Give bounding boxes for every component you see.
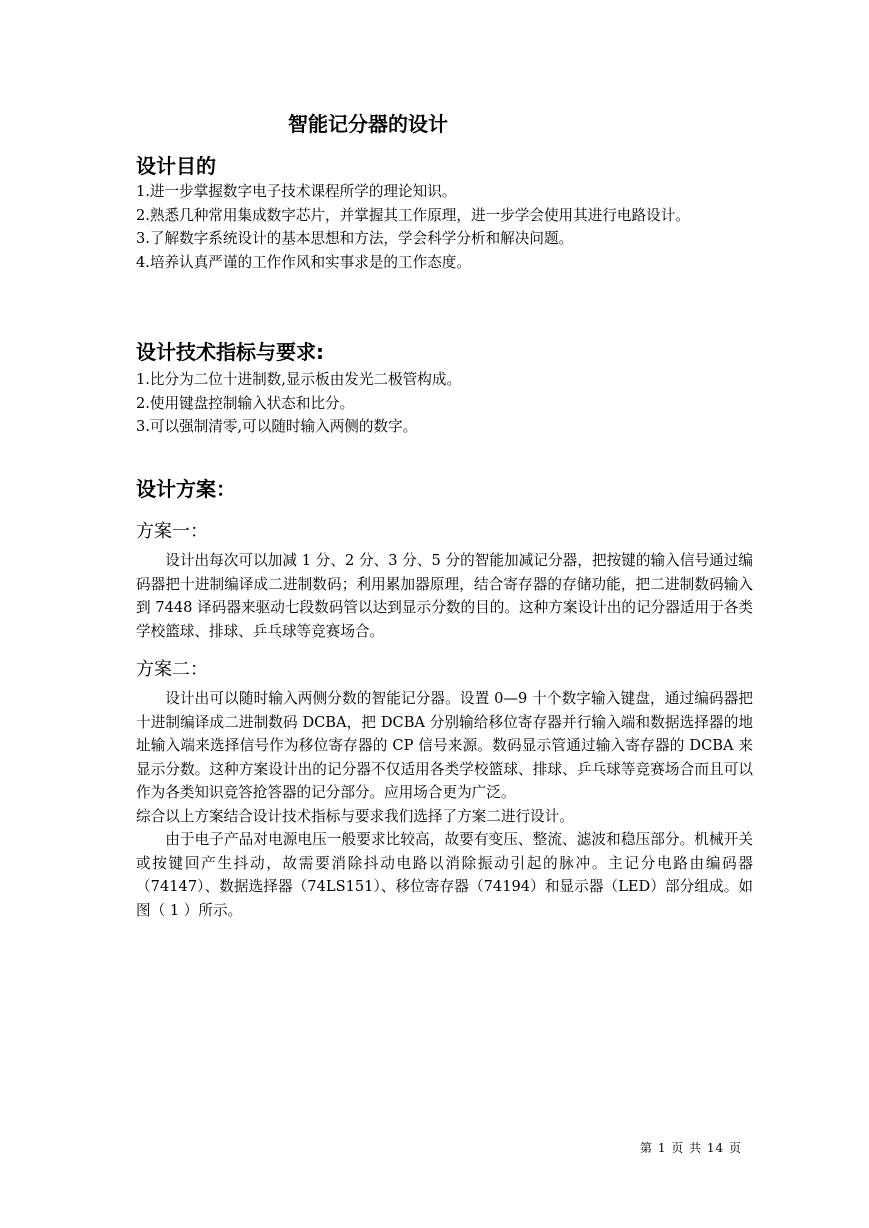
requirements-list [136,368,753,439]
purpose-item: 1.进一步掌握数字电子技术课程所学的理论知识。 [136,183,457,200]
purpose-item: 2.熟悉几种常用集成数字芯片，并掌握其工作原理，进一步学会使用其进行电路设计。 [136,206,690,224]
plan1-heading: 方案一： [136,521,208,542]
plan2-heading: 方案二： [136,659,208,680]
plan1-paragraph: 设计出每次可以加减 1 分、2 分、3 分、5 分的智能加减记分器，把按键的输入信号通过编码器把十进制编译成二进制数码；利用累加器原理，结合寄存器的存储功能，把二进制数码输入到 7448 译码器来驱动七段数码管以达到显示分数的目的。这种方案设计出的记分器适用于各类学校篮球、排球、乒乓球等竞赛场合。 [136,552,753,640]
section-heading-scheme: 设计方案： [136,477,236,501]
plan2-paragraph: 设计出可以随时输入两侧分数的智能记分器。设置 0—9 十个数字输入键盘，通过编码器把十进制编译成二进制数码 DCBA，把 DCBA 分别输给移位寄存器并行输入端和数据选择器的地址输入端来选择信号作为移位寄存器的 CP 信号来源。数码显示管通过输入寄存器的 DCBA 来显示分数。这种方案设计出的记分器不仅适用各类学校篮球、排球、乒乓球等竞赛场合而且可以作为各类知识竞答抢答器的记分部分。应用场合更为广泛。 [136,690,753,801]
requirement-item: 2.使用键盘控制输入状态和比分。 [136,394,355,412]
plan2-text-block [136,687,753,922]
page-footer: 第 1 页 共 14 页 [640,1141,742,1155]
purpose-item: 3.了解数字系统设计的基本思想和方法，学会科学分析和解决问题。 [136,230,574,247]
detail-paragraph: 由于电子产品对电源电压一般要求比较高，故要有变压、整流、滤波和稳压部分。机械开关或按键回产生抖动，故需要消除抖动电路以消除振动引起的脉冲。主记分电路由编码器（74147）、数据选择器（74LS151）、移位寄存器（74194）和显示器（LED）部分组成。如图（ 1 ）所示。 [136,831,753,919]
purpose-item: 4.培养认真严谨的工作作风和实事求是的工作态度。 [136,253,471,271]
requirement-item: 3.可以强制清零,可以随时输入两侧的数字。 [136,418,418,435]
requirement-item: 1.比分为二位十进制数,显示板由发光二极管构成。 [136,371,462,388]
document-title: 智能记分器的设计 [288,112,448,136]
section-heading-purpose: 设计目的 [136,154,216,178]
summary-paragraph: 综合以上方案结合设计技术指标与要求我们选择了方案二进行设计。 [136,807,574,825]
section-heading-requirements: 设计技术指标与要求: [136,340,324,364]
purpose-list [136,180,753,274]
plan1-text-block [136,549,753,643]
